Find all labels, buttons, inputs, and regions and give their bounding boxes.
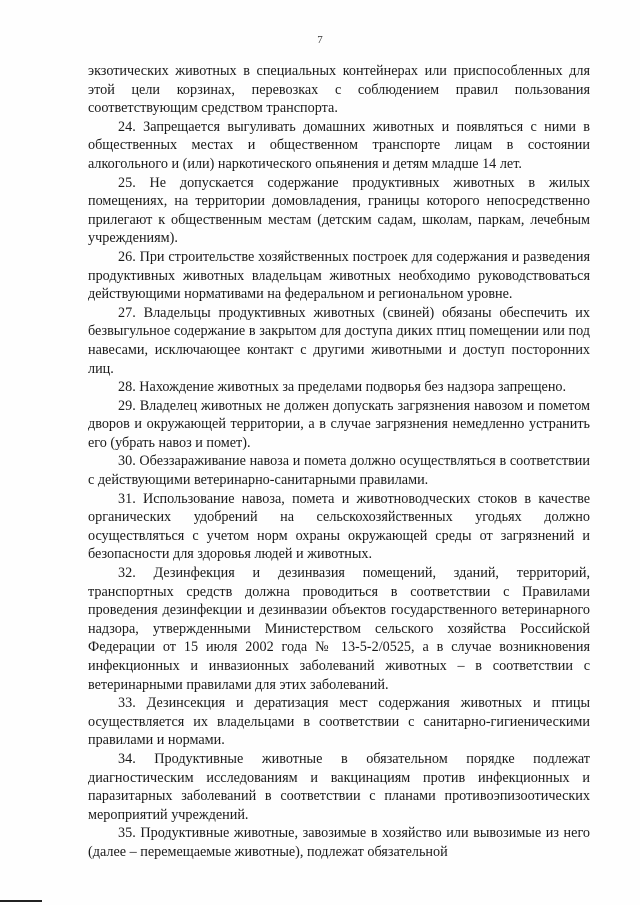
paragraph-24: 24. Запрещается выгуливать домашних животных и появляться с ними в общественных местах и общественном транспорте лицам в состоянии алкогольного и (или) наркотического опьянения и детям младше 14 лет. [88, 118, 590, 172]
paragraph-33: 33. Дезинсекция и дератизация мест содержания животных и птицы осуществляется их владельцами в соответствии с санитарно-гигиеническими правилами и нормами. [88, 695, 590, 749]
document-body [88, 62, 590, 862]
paragraph-continuation: экзотических животных в специальных контейнерах или приспособленных для этой цели корзинах, перевозках с соблюдением правил пользования соответствующим средством транспорта. [88, 63, 590, 117]
paragraph-35: 35. Продуктивные животные, завозимые в хозяйство или вывозимые из него (далее – перемещаемые животные), подлежат обязательной [88, 825, 590, 860]
paragraph-29: 29. Владелец животных не должен допускать загрязнения навозом и пометом дворов и окружающей территории, а в случае загрязнения немедленно устранить его (убрать навоз и помет). [88, 397, 590, 451]
footer-rule [0, 900, 42, 902]
paragraph-28: 28. Нахождение животных за пределами подворья без надзора запрещено. [118, 379, 567, 396]
paragraph-34: 34. Продуктивные животные в обязательном порядке подлежат диагностическим исследованиям и вакцинациям против инфекционных и паразитарных заболеваний в соответствии с планами противоэпизоотических мероприятий учреждений. [88, 750, 590, 823]
paragraph-32: 32. Дезинфекция и дезинвазия помещений, зданий, территорий, транспортных средств должна проводиться в соответствии с Правилами проведения дезинфекции и дезинвазии объектов государственного ветеринарного надзора, утвержденными Министерством сельского хозяйства Российской Федерации от 15 июля 2002 года № 13-5-2/0525, а в случае возникновения инфекционных и инвазионных заболеваний животных – в соответствии с ветеринарными правилами для этих заболеваний. [88, 565, 590, 693]
paragraph-31: 31. Использование навоза, помета и животноводческих стоков в качестве органических удобрений на сельскохозяйственных угодьях должно осуществляться с учетом норм охраны окружающей среды от загрязнений и безопасности для здоровья людей и животных. [88, 490, 590, 563]
paragraph-27: 27. Владельцы продуктивных животных (свиней) обязаны обеспечить их безвыгульное содержание в закрытом для доступа диких птиц помещении или под навесами, исключающее контакт с другими животными и доступ посторонних лиц. [88, 304, 590, 377]
paragraph-26: 26. При строительстве хозяйственных построек для содержания и разведения продуктивных животных владельцам животных необходимо руководствоваться действующими нормативами на федеральном и региональном уровне. [88, 248, 590, 303]
paragraph-25: 25. Не допускается содержание продуктивных животных в жилых помещениях, на территории домовладения, границы которого непосредственно прилегают к общественным местам (детским садам, школам, паркам, лечебным учреждениям). [88, 174, 590, 247]
page-number: 7 [317, 34, 323, 46]
paragraph-30: 30. Обеззараживание навоза и помета должно осуществляться в соответствии с действующими ветеринарно-санитарными правилами. [88, 453, 590, 489]
